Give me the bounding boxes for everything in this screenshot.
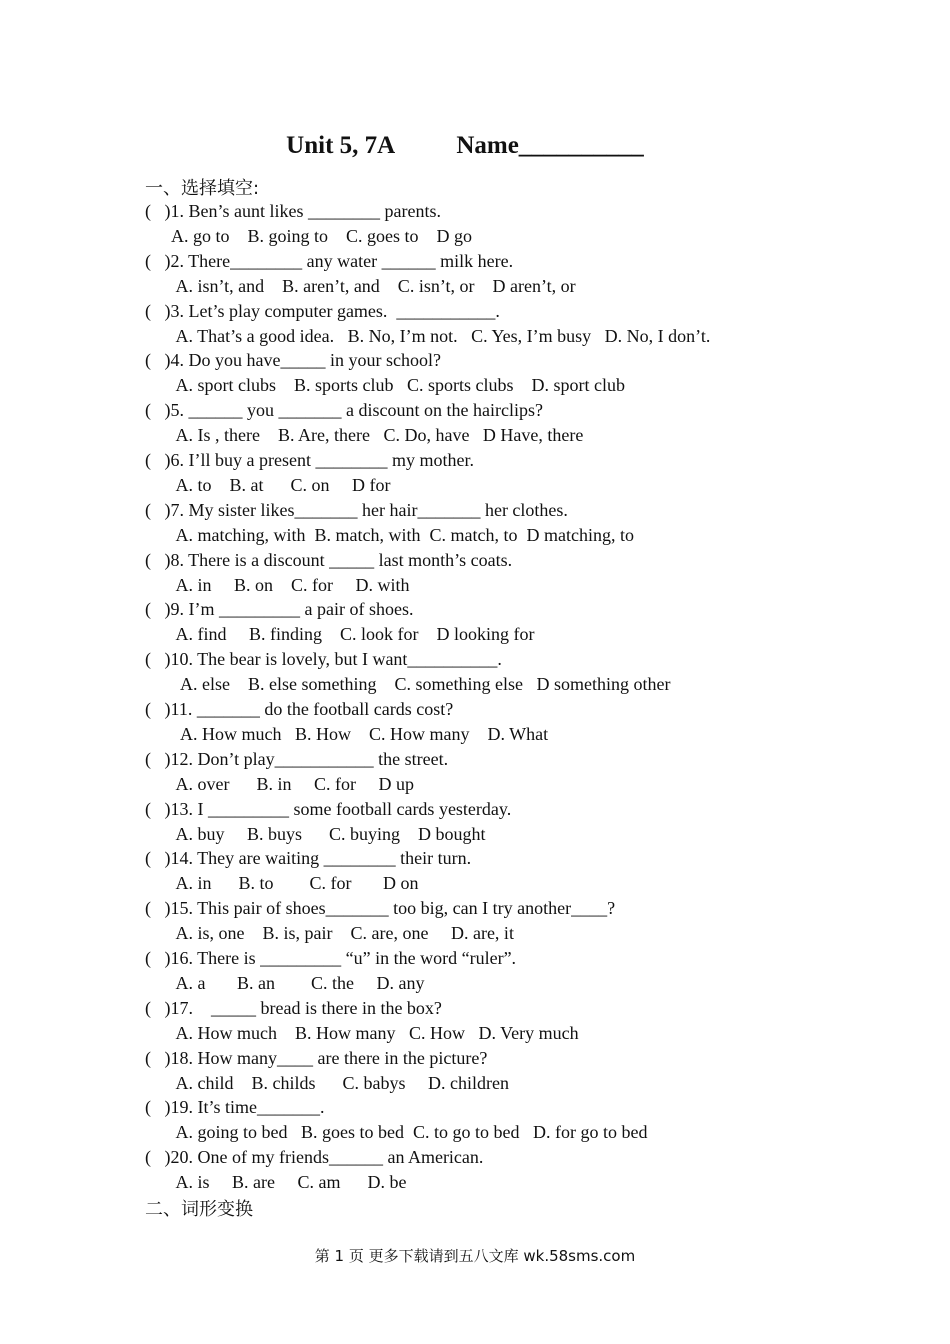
- question-text: ( )10. The bear is lovely, but I want__________.: [145, 649, 502, 670]
- question-text: ( )20. One of my friends______ an American.: [145, 1147, 484, 1168]
- question-item: [145, 448, 865, 498]
- section-2-heading: 二、词形变换: [145, 1199, 253, 1220]
- section-1-heading: 一、选择填空:: [145, 178, 260, 199]
- question-options: A. isn’t, and B. aren’t, and C. isn’t, or D aren’t, or: [145, 275, 576, 296]
- question-options: A. going to bed B. goes to bed C. to go to bed D. for go to bed: [145, 1122, 648, 1143]
- question-options: A. How much B. How C. How many D. What: [145, 723, 549, 744]
- question-options: A. a B. an C. the D. any: [145, 972, 425, 993]
- question-options: A. matching, with B. match, with C. match, to D matching, to: [145, 524, 634, 545]
- question-item: [145, 1095, 865, 1145]
- question-options: A. Is , there B. Are, there C. Do, have D Have, there: [145, 425, 584, 446]
- question-item: [145, 299, 865, 349]
- question-options: A. sport clubs B. sports club C. sports clubs D. sport club: [145, 375, 625, 396]
- question-options: A. is B. are C. am D. be: [145, 1172, 407, 1193]
- question-item: [145, 249, 865, 299]
- question-text: ( )1. Ben’s aunt likes ________ parents.: [145, 201, 441, 221]
- question-options: A. That’s a good idea. B. No, I’m not. C. Yes, I’m busy D. No, I don’t.: [145, 325, 711, 346]
- question-text: ( )12. Don’t play___________ the street.: [145, 748, 449, 769]
- question-text: ( )13. I _________ some football cards yesterday.: [145, 798, 512, 819]
- question-text: ( )8. There is a discount _____ last month’s coats.: [145, 549, 513, 570]
- question-item: [145, 199, 865, 249]
- question-list: [145, 199, 865, 1195]
- question-text: ( )5. ______ you _______ a discount on the hairclips?: [145, 400, 543, 421]
- question-item: [145, 597, 865, 647]
- question-item: [145, 697, 865, 747]
- question-options: A. find B. finding C. look for D looking for: [145, 624, 535, 645]
- question-text: ( )15. This pair of shoes_______ too big, can I try another____?: [145, 898, 616, 919]
- question-text: ( )2. There________ any water ______ milk here.: [145, 250, 514, 271]
- question-item: [145, 797, 865, 847]
- question-text: ( )6. I’ll buy a present ________ my mother.: [145, 449, 474, 470]
- question-item: [145, 498, 865, 548]
- question-item: [145, 747, 865, 797]
- page-footer: 第 1 页 更多下载请到五八文库 wk.58sms.com: [314, 1247, 636, 1265]
- question-text: ( )18. How many____ are there in the picture?: [145, 1047, 488, 1068]
- question-options: A. is, one B. is, pair C. are, one D. are, it: [145, 923, 514, 944]
- question-item: [145, 946, 865, 996]
- question-item: [145, 398, 865, 448]
- question-item: [145, 1046, 865, 1096]
- question-options: A. over B. in C. for D up: [145, 773, 414, 794]
- question-item: [145, 1145, 865, 1195]
- question-options: A. else B. else something C. something else D something other: [145, 674, 671, 695]
- question-options: A. go to B. going to C. goes to D go: [145, 226, 473, 246]
- question-text: ( )16. There is _________ “u” in the word “ruler”.: [145, 947, 517, 968]
- question-text: ( )3. Let’s play computer games. ___________.: [145, 300, 500, 321]
- question-item: [145, 996, 865, 1046]
- question-options: A. child B. childs C. babys D. children: [145, 1072, 509, 1093]
- question-options: A. in B. on C. for D. with: [145, 574, 410, 595]
- question-text: ( )4. Do you have_____ in your school?: [145, 350, 441, 371]
- question-text: ( )14. They are waiting ________ their turn.: [145, 848, 472, 869]
- page-title: Unit 5, 7A Name__________: [286, 132, 644, 159]
- question-text: ( )17. _____ bread is there in the box?: [145, 997, 442, 1018]
- question-item: [145, 647, 865, 697]
- question-text: ( )9. I’m _________ a pair of shoes.: [145, 599, 414, 620]
- question-text: ( )19. It’s time_______.: [145, 1097, 325, 1118]
- question-item: [145, 348, 865, 398]
- question-options: A. to B. at C. on D for: [145, 474, 391, 495]
- question-item: [145, 896, 865, 946]
- question-options: A. in B. to C. for D on: [145, 873, 419, 894]
- question-options: A. buy B. buys C. buying D bought: [145, 823, 486, 844]
- question-item: [145, 846, 865, 896]
- question-text: ( )7. My sister likes_______ her hair_______ her clothes.: [145, 499, 568, 520]
- question-item: [145, 548, 865, 598]
- question-text: ( )11. _______ do the football cards cost?: [145, 698, 454, 719]
- question-options: A. How much B. How many C. How D. Very much: [145, 1022, 579, 1043]
